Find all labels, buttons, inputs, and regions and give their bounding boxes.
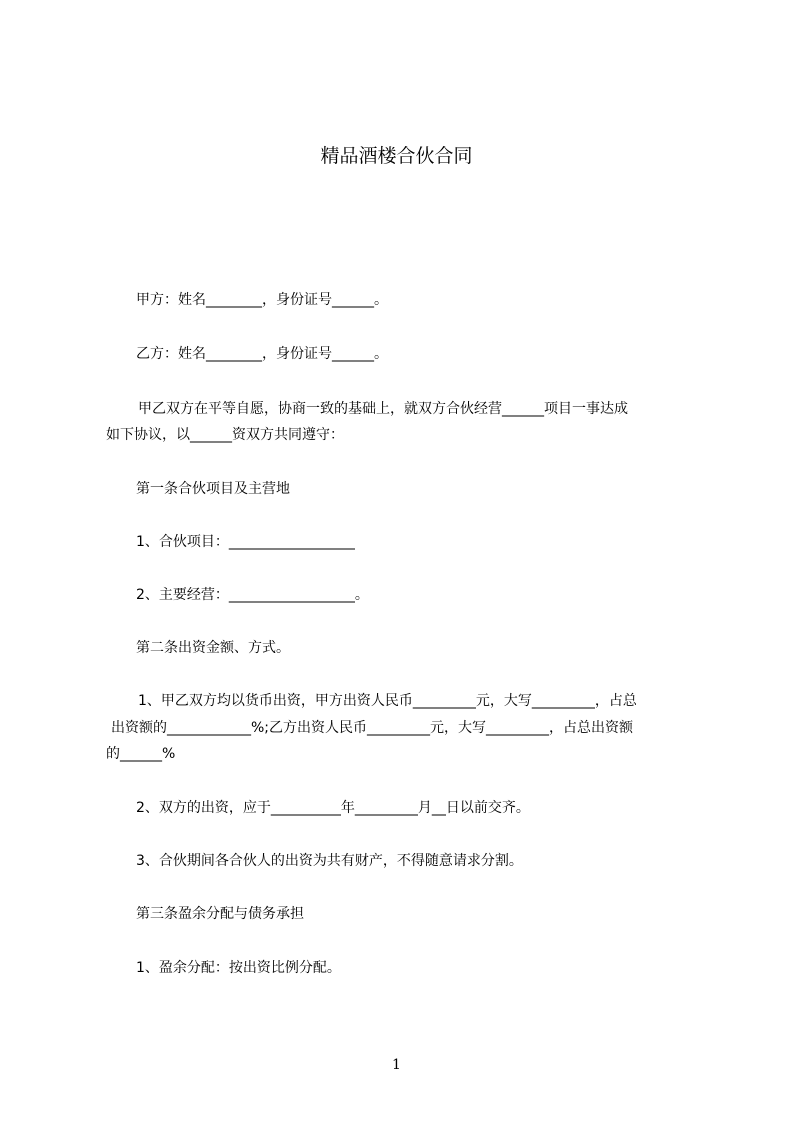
- page-number: 1: [392, 1057, 401, 1073]
- article-3-item-1: 1、盈余分配：按出资比例分配。: [136, 960, 341, 976]
- article-1-heading: 第一条合伙项目及主营地: [136, 481, 290, 497]
- article-1-item-1: 1、合伙项目：__________________: [136, 534, 355, 550]
- article-2-heading: 第二条出资金额、方式。: [136, 640, 290, 656]
- article-2-item-3: 3、合伙期间各合伙人的出资为共有财产，不得随意请求分割。: [136, 853, 523, 869]
- article-3-heading: 第三条盈余分配与债务承担: [136, 906, 304, 922]
- article-2-item-1-line-1: 1、甲乙双方均以货币出资，甲方出资人民币_________元，大写_________，占总: [138, 693, 637, 709]
- article-1-item-2: 2、主要经营：__________________。: [136, 587, 369, 603]
- article-2-item-1-line-2: 出资额的____________%;乙方出资人民币_________元，大写_________，占总出资额: [111, 720, 634, 736]
- article-2-item-1-line-3: 的______%: [106, 746, 176, 762]
- preamble-line-2: 如下协议，以______资双方共同遵守：: [106, 427, 344, 443]
- contract-title: 精品酒楼合伙合同: [320, 145, 473, 167]
- party-a-line: 甲方：姓名________，身份证号______。: [136, 292, 388, 308]
- article-2-item-2: 2、双方的出资，应于__________年_________月__日以前交齐。: [136, 800, 530, 816]
- party-b-line: 乙方：姓名________，身份证号______。: [136, 346, 388, 362]
- preamble-line-1: 甲乙双方在平等自愿，协商一致的基础上，就双方合伙经营______项目一事达成: [138, 401, 628, 417]
